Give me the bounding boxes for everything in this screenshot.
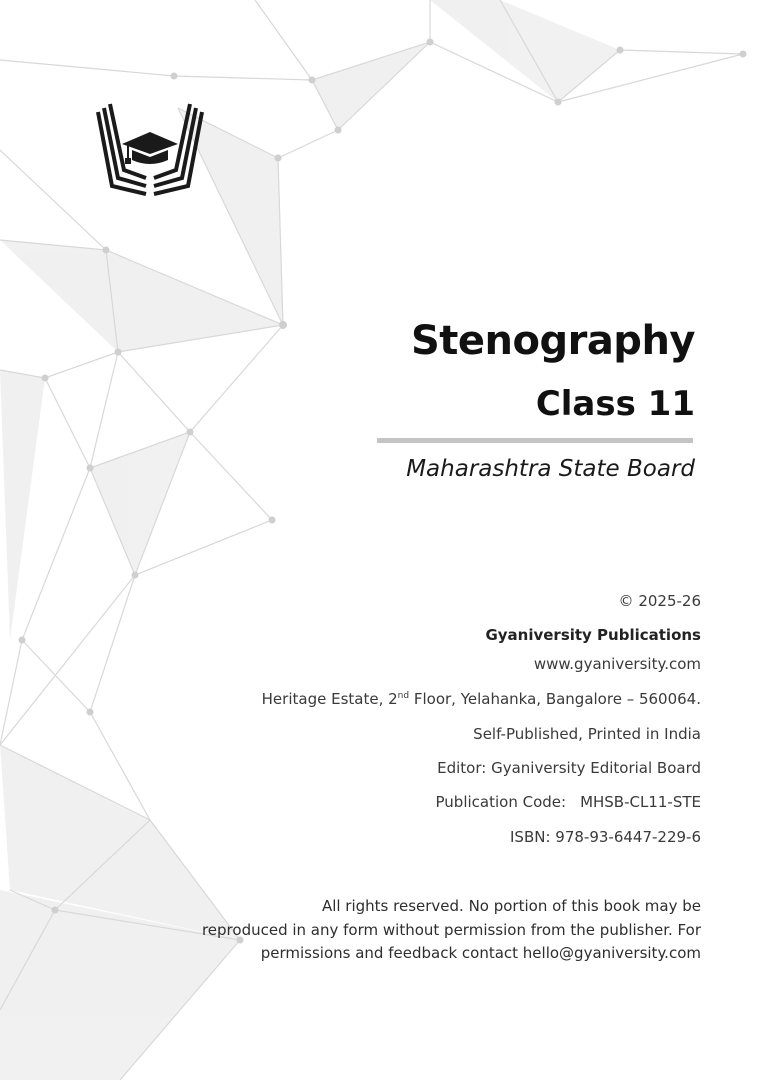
- publication-code-value: MHSB-CL11-STE: [580, 793, 701, 811]
- open-book-graduation-cap-icon: [82, 98, 218, 198]
- book-title: Stenography: [410, 318, 695, 364]
- editor-credit: Editor: Gyaniversity Editorial Board: [437, 759, 701, 777]
- print-info: Self-Published, Printed in India: [473, 725, 701, 743]
- rights-line: reproduced in any form without permission from the publisher. For: [201, 920, 701, 939]
- isbn-number: ISBN: 978-93-6447-229-6: [510, 828, 701, 846]
- address-part: Floor, Yelahanka, Bangalore – 560064.: [409, 690, 701, 708]
- class-label: Class 11: [535, 384, 695, 424]
- title-divider: [377, 438, 693, 443]
- board-name: Maharashtra State Board: [406, 456, 695, 482]
- publication-code-label: Publication Code:: [435, 793, 567, 811]
- copyright-year: © 2025-26: [618, 592, 701, 610]
- publisher-website: www.gyaniversity.com: [533, 655, 701, 673]
- publication-code: [436, 793, 701, 811]
- address-part: Heritage Estate, 2: [261, 690, 398, 708]
- graduation-cap: [122, 132, 178, 164]
- publisher-name: Gyaniversity Publications: [485, 626, 701, 644]
- address-superscript: nd: [397, 691, 410, 701]
- rights-line: permissions and feedback contact hello@gyaniversity.com: [260, 944, 701, 962]
- rights-notice: [101, 895, 701, 966]
- publisher-address: [262, 690, 701, 708]
- rights-line: All rights reserved. No portion of this book may be: [321, 897, 701, 915]
